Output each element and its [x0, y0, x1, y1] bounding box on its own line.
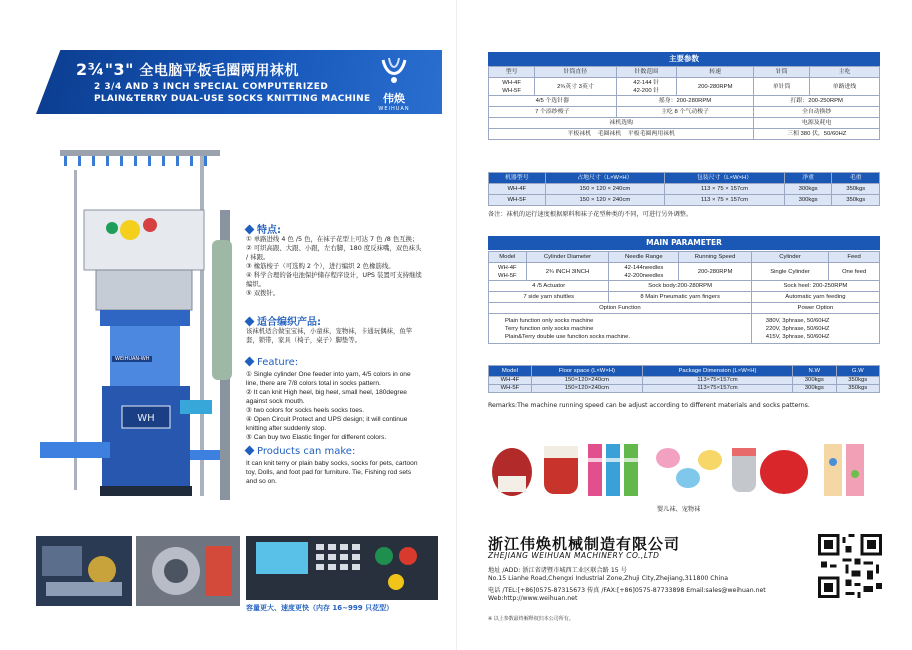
table-cell: 8 Main Pneumatic yarn fingers: [609, 292, 751, 303]
table-cell: Automatic yarn feeding: [751, 292, 879, 303]
knitting-machine-image: [40, 150, 236, 520]
products-en-heading: Products can make:: [246, 446, 355, 457]
table-cell: 150 × 120 × 240cm: [545, 195, 665, 206]
remark-en: Remarks:The machine running speed can be adjust according to different materials and socks patterns.: [488, 402, 810, 409]
option-en: Plain function only socks machine: [505, 317, 594, 324]
table-cell: Power Option: [751, 303, 879, 314]
qr-code-icon: [818, 534, 882, 598]
table-cell: 350kgs: [832, 195, 880, 206]
table-cell: 113×75×157cm: [642, 377, 792, 385]
feature-cn-item: ① 单路进线 4 色 /5 色，在袜子花型上可达 7 色 /8 色互换；: [246, 235, 419, 243]
size-en-table: [488, 365, 880, 393]
table-cell: 2¾ INCH 3INCH: [526, 263, 609, 281]
table-cell: 150 × 120 × 240cm: [545, 184, 665, 195]
table-header: Model: [489, 366, 532, 377]
table-header: Cylinder: [751, 252, 828, 263]
table-cell: 150×120×240cm: [531, 377, 642, 385]
title-text-cn: 全电脑平板毛圈两用袜机: [139, 63, 299, 79]
logo-swirl-icon: [377, 56, 411, 86]
power-option: 415V, 3phrase, 50/60HZ: [765, 333, 830, 340]
address-en: No.15 Lianhe Road,Chengxi Industrial Zone,Zhuji City,Zhejiang,311800 China: [488, 575, 728, 582]
sock-photo-grey: [732, 448, 756, 492]
table-cell: 200-280RPM: [676, 78, 754, 96]
option-cn: 毛圈袜机: [597, 131, 622, 137]
sock-photo-ankle: [656, 448, 722, 488]
table-cell: 单路进线: [809, 78, 879, 96]
table-header: 占地尺寸（L×W×H）: [545, 173, 665, 184]
brand-logo: [364, 56, 424, 112]
table-cell: One feed: [829, 263, 880, 281]
feature-cn-item: ③ 橡筋梭子（可选购 2 个），进行编织 2 色橡筋线。: [246, 262, 395, 270]
features-cn-list: [246, 235, 422, 298]
table-header: N.W: [793, 366, 836, 377]
machine-detail-photo-2: [136, 536, 240, 606]
panel-caption: 容量更大、速度更快（内存 16~999 只花型）: [246, 604, 394, 612]
table-header: Model: [489, 252, 527, 263]
table-header: 毛重: [832, 173, 880, 184]
company-name-en: ZHEJIANG WEIHUAN MACHINERY CO.,LTD: [488, 551, 660, 560]
feature-en-item: ① Single cylinder One feeder into yarn, 4/5 colors in one line, there are 7/8 colors total in socks pattern.: [246, 371, 411, 387]
table-cell: [751, 314, 879, 344]
table-cell: 300kgs: [784, 195, 832, 206]
sock-photo-red: [760, 450, 808, 494]
table-cell: 113×75×157cm: [642, 385, 792, 393]
table-cell: Option Function: [489, 303, 752, 314]
table-cell: 7 个添纱梭子: [489, 107, 617, 118]
table-cell: Sock heel: 200-250RPM: [751, 281, 879, 292]
website: Web:http://www.weihuan.net: [488, 595, 578, 602]
table-cell: 7 side yarn shuttles: [489, 292, 609, 303]
logo-text-en: WEIHUAN: [378, 106, 410, 112]
control-panel-photo: [246, 536, 438, 600]
table-cell: 4/5 个选针器: [489, 96, 617, 107]
power-option: 220V, 3phrase, 50/60HZ: [765, 325, 830, 332]
footnote: ※ 以上参数最终解释权归本公司所有。: [488, 616, 574, 622]
table-cell: WH-5F: [489, 195, 546, 206]
products-cn-text: 该袜机适合做宝宝袜，小童袜，宠物袜，卡通玩偶袜，鱼竿套，锁带，家具（椅子，桌子）脚垫等。: [246, 327, 413, 344]
table-cell: WH-5F: [489, 385, 532, 393]
diamond-bullet-icon: [245, 446, 255, 456]
products-cn-heading: 适合编织产品:: [246, 313, 321, 328]
contact-info: 电话 /TEL:[+86]0575-87315673 传真 /FAX:[+86]0575-87733898 Email:sales@weihuan.net: [488, 587, 766, 594]
table-header: 包装尺寸（L×W×H）: [665, 173, 785, 184]
table-cell: WH-4F WH-5F: [489, 78, 535, 96]
option-cn: 平板袜机: [567, 131, 592, 137]
sock-photo-pet: [544, 446, 578, 494]
table-cell: 300kgs: [793, 377, 836, 385]
table-header: G.W: [836, 366, 880, 377]
table-cell: [489, 129, 754, 140]
machine-detail-photo-1: [36, 536, 132, 606]
title-cn: [76, 60, 299, 80]
table-header: 针筒: [754, 67, 810, 78]
table-header: 机器型号: [489, 173, 546, 184]
table-cell: Single Cylinder: [751, 263, 828, 281]
table-header: Cylinder Diameter: [526, 252, 609, 263]
table-cell: 150×120×240cm: [531, 385, 642, 393]
main-params-cn-table: [488, 66, 880, 140]
features-en-list: [246, 370, 422, 442]
feature-cn-item: ② 可织高跟、大跟、小跟，左右脚，180 度反袜嘴，双色袜头 / 袜跟。: [246, 244, 422, 261]
table-header: Package Dimension (L×W×H): [642, 366, 792, 377]
feature-en-item: ⑤ Can buy two Elastic finger for different colors.: [246, 434, 387, 441]
remark-cn: 备注：袜机的运行速度根据原料和袜子花型种类的不同，可进行另外调整。: [488, 211, 693, 218]
sock-photo-stripes: [588, 444, 638, 496]
table-cell: 4 /5 Actuator: [489, 281, 609, 292]
diamond-bullet-icon: [245, 317, 255, 327]
table-cell: 袜机选购: [489, 118, 754, 129]
table-cell: 42-144 针 42-200 针: [616, 78, 676, 96]
table-cell: WH-4F WH-5F: [489, 263, 527, 281]
table-cell: 200-280RPM: [679, 263, 751, 281]
feature-cn-item: ⑤ 双拨针。: [246, 289, 280, 297]
table-header: 型号: [489, 67, 535, 78]
size-cn-table: [488, 172, 880, 206]
option-en: Terry function only socks machine: [505, 325, 594, 332]
title-en-line2: PLAIN&TERRY DUAL-USE SOCKS KNITTING MACHINE: [94, 94, 371, 104]
feature-en-item: ② It can knit High heel, big heel, small heel, 180degree against sock mouth.: [246, 389, 407, 405]
table-cell: 113 × 75 × 157cm: [665, 195, 785, 206]
table-cell: 113 × 75 × 157cm: [665, 184, 785, 195]
table-cell: 42-144needles 42-200needles: [609, 263, 679, 281]
sock-product-photos: [488, 438, 880, 500]
features-cn-heading: 特点:: [246, 221, 281, 236]
table-cell: 300kgs: [793, 385, 836, 393]
table-cell: WH-4F: [489, 377, 532, 385]
company-name-cn: 浙江伟焕机械制造有限公司: [488, 535, 681, 553]
table-cell: 300kgs: [784, 184, 832, 195]
table-cell: Sock body:200-280RPM: [609, 281, 751, 292]
table-header: Floor space (L×W×H): [531, 366, 642, 377]
table-header: Feed: [829, 252, 880, 263]
title-size: 2¾"3": [76, 60, 134, 79]
option-en: Plain&Terry double use function socks machine.: [505, 333, 631, 340]
diamond-bullet-icon: [245, 357, 255, 367]
power-option: 380V, 3phrase, 50/60HZ: [765, 317, 830, 324]
table-header: 净重: [784, 173, 832, 184]
feature-en-item: ③ two colors for socks heels socks toes.: [246, 407, 365, 414]
table-cell: [489, 314, 752, 344]
table-cell: 单针筒: [754, 78, 810, 96]
sock-photo-pattern: [824, 444, 864, 496]
main-params-en-table: [488, 251, 880, 344]
diamond-bullet-icon: [245, 225, 255, 235]
address-cn: 地址 /ADD: 浙江省诸暨市城西工业区联合路 15 号: [488, 567, 627, 574]
main-params-cn-title: 主要参数: [488, 52, 880, 66]
sock-caption: 婴儿袜、宠物袜: [657, 506, 701, 513]
table-header: 转速: [676, 67, 754, 78]
table-cell: 三相 380 伏，50/60HZ: [754, 129, 880, 140]
features-en-heading: Feature:: [246, 357, 298, 368]
table-cell: 主吃 8 个气动梭子: [616, 107, 754, 118]
table-header: Running Speed: [679, 252, 751, 263]
machine-panel-label: WEIHUAN-WH: [112, 356, 152, 362]
table-cell: WH-4F: [489, 184, 546, 195]
table-cell: 打跟：200-250RPM: [754, 96, 880, 107]
table-cell: 电源及耗电: [754, 118, 880, 129]
sock-photo-baby: [492, 448, 532, 496]
feature-cn-item: ④ 科学合理的备电池保护储存程序设计，UPS 装置可支持继续编织。: [246, 271, 422, 288]
table-cell: 全自动换纱: [754, 107, 880, 118]
table-header: Needle Range: [609, 252, 679, 263]
table-cell: 350kgs: [832, 184, 880, 195]
main-params-en-title: MAIN PARAMETER: [488, 236, 880, 250]
option-cn: 平板毛圈两用袜机: [627, 131, 675, 137]
table-header: 针数范围: [616, 67, 676, 78]
table-cell: 350kgs: [836, 385, 880, 393]
table-header: 主吃: [809, 67, 879, 78]
table-cell: 350kgs: [836, 377, 880, 385]
logo-text-cn: 伟焕: [383, 92, 405, 105]
table-cell: 摇身：200-280RPM: [616, 96, 754, 107]
products-en-text: It can knit terry or plain baby socks, socks for pets, cartoon toy, Dolls, and foot pad for furniture. Tie, Fishing rod sets and so on.: [246, 460, 418, 485]
svg-text:WH: WH: [137, 413, 155, 424]
feature-en-item: ④ Open Circuit Protect and UPS design; it will continue knitting after suddenly stop.: [246, 416, 408, 432]
table-header: 针筒直径: [535, 67, 616, 78]
table-cell: 2¾英寸 3英寸: [535, 78, 616, 96]
title-en-line1: 2 3/4 AND 3 INCH SPECIAL COMPUTERIZED: [94, 82, 329, 92]
